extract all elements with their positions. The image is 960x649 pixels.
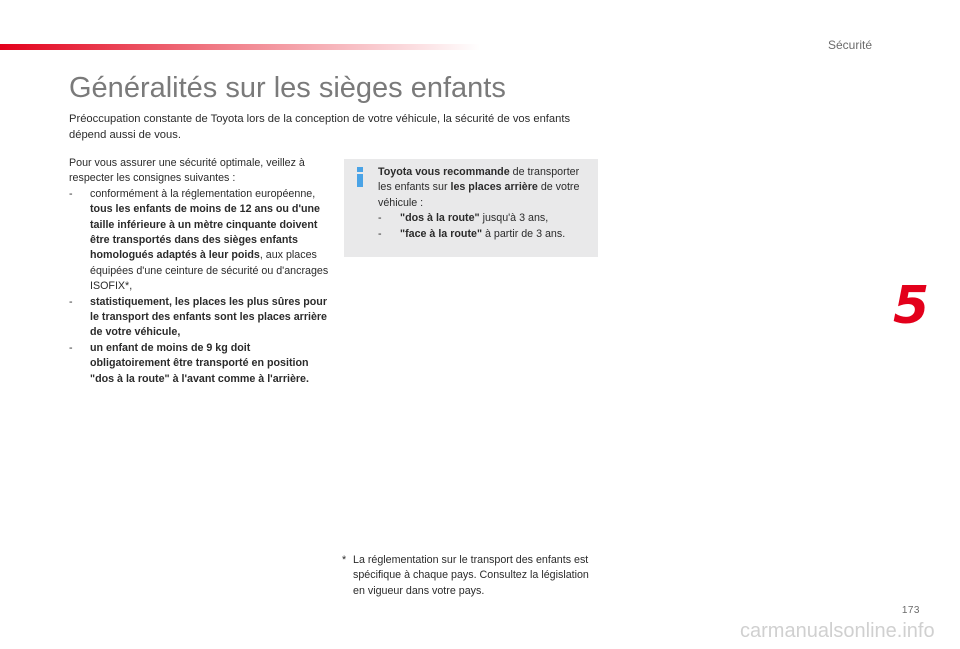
recommendation-text [378, 165, 594, 242]
item-bold-text: statistiquement, les places les plus sûres pour le transport des enfants sont les places arrière de votre véhicule, [90, 295, 327, 339]
recommendation-box [344, 159, 598, 257]
instructions-lead: Pour vous assurer une sécurité optimale, veillez à respecter les consignes suivantes : [69, 157, 305, 185]
item-bold-text: tous les enfants de moins de 12 ans ou d'une taille inférieure à un mètre cinquante doivent être transportés dans des sièges enfants homologués adaptés à leur poids [90, 203, 320, 262]
header-accent-bar [0, 44, 480, 50]
info-icon [356, 167, 364, 187]
footnote [342, 553, 602, 599]
recommendation-text-part: de transporter les enfants sur [378, 166, 580, 194]
item-text: jusqu'à 3 ans, [479, 212, 549, 225]
page-title: Généralités sur les sièges enfants [69, 72, 506, 104]
section-label: Sécurité [827, 38, 872, 52]
item-text: conformément à la réglementation européenne, [90, 187, 316, 200]
recommendation-bold: Toyota vous recommande [378, 166, 510, 178]
list-dash: - [378, 212, 382, 225]
recommendation-text-part: de votre véhicule : [378, 181, 580, 209]
list-dash: - [69, 187, 73, 200]
list-item [378, 211, 594, 226]
item-bold-text: un enfant de moins de 9 kg doit obligatoirement être transporté en position "dos à la route" à l'avant comme à l'arrière. [90, 341, 309, 385]
chapter-number: 5 [893, 276, 930, 336]
list-item [69, 295, 331, 341]
list-item [378, 227, 594, 242]
list-item [69, 187, 331, 295]
instructions-list [69, 187, 331, 387]
recommendation-bold: les places arrière [450, 181, 538, 194]
list-dash: - [69, 341, 73, 354]
footnote-star: * [342, 554, 347, 566]
item-text: à partir de 3 ans. [482, 227, 566, 240]
page-number: 173 [901, 605, 920, 616]
intro-paragraph: Préoccupation constante de Toyota lors de la conception de votre véhicule, la sécurité de vos enfants dépend aussi de vous. [69, 113, 571, 141]
recommendation-list [378, 211, 594, 242]
footnote-text: La réglementation sur le transport des enfants est spécifique à chaque pays. Consultez la législation en vigueur dans votre pays. [353, 554, 589, 597]
list-dash: - [378, 227, 382, 240]
item-text: , aux places équipées d'une ceinture de sécurité ou d'ancrages ISOFIX*, [90, 249, 329, 293]
list-item [69, 341, 331, 387]
watermark: carmanualsonline.info [740, 620, 935, 642]
list-dash: - [69, 295, 73, 308]
item-bold-text: "dos à la route" [400, 212, 480, 225]
item-bold-text: "face à la route" [400, 227, 483, 240]
safety-instructions [69, 156, 331, 387]
